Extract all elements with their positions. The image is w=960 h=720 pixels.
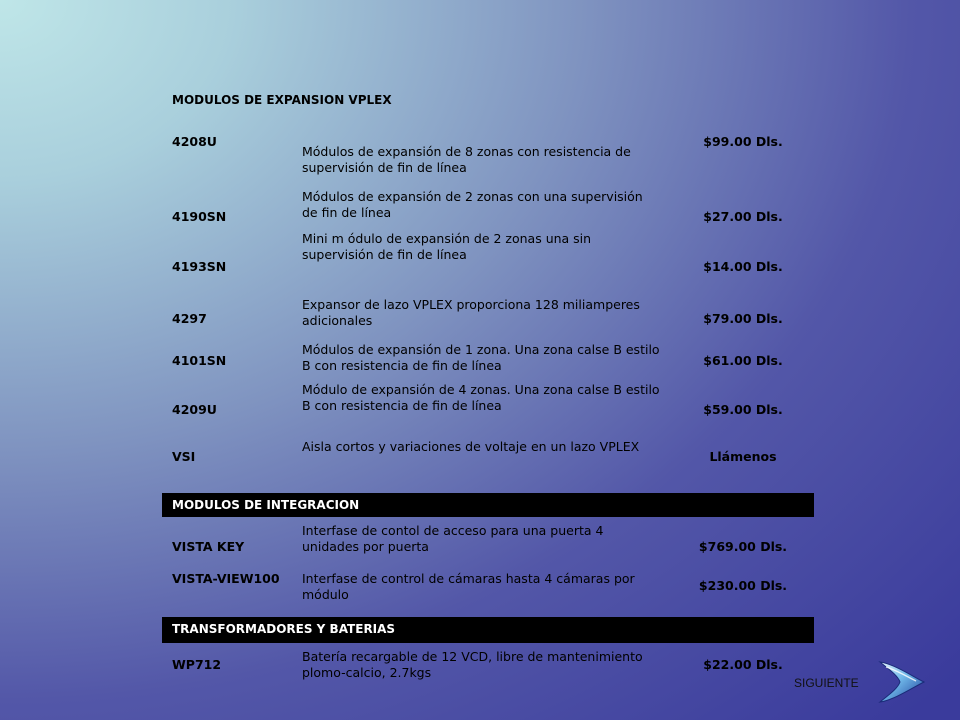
section-header — [162, 88, 814, 114]
product-price: $27.00 Dls. — [703, 209, 783, 224]
section-title: MODULOS DE EXPANSION VPLEX — [172, 93, 392, 107]
product-code: 4193SN — [172, 259, 227, 274]
product-code: 4209U — [172, 402, 217, 417]
table-row — [162, 114, 814, 175]
product-price: $99.00 Dls. — [703, 134, 783, 149]
section-title: MODULOS DE INTEGRACION — [172, 498, 360, 512]
product-description: Interfase de contol de acceso para una puerta 4 unidades por puerta — [302, 523, 604, 554]
product-code: 4101SN — [172, 353, 227, 368]
section-header — [162, 617, 814, 643]
product-description: Mini m ódulo de expansión de 2 zonas una sin supervisión de fin de línea — [302, 231, 592, 262]
product-description: Módulos de expansión de 1 zona. Una zona calse B estilo B con resistencia de fin de línea — [302, 342, 660, 373]
product-code: 4190SN — [172, 209, 227, 224]
section-title: TRANSFORMADORES Y BATERIAS — [172, 622, 396, 636]
product-code: 4297 — [172, 311, 207, 326]
table-row — [162, 517, 814, 565]
table-row — [162, 565, 814, 617]
product-price: $61.00 Dls. — [703, 353, 783, 368]
product-price: $230.00 Dls. — [698, 578, 788, 593]
table-row — [162, 439, 814, 493]
product-code: WP712 — [172, 657, 222, 672]
product-code: VISTA KEY — [172, 539, 245, 554]
product-description: Expansor de lazo VPLEX proporciona 128 miliamperes adicionales — [302, 297, 640, 328]
product-description: Aisla cortos y variaciones de voltaje en un lazo VPLEX — [302, 439, 640, 454]
product-description: Módulos de expansión de 8 zonas con resistencia de supervisión de fin de línea — [302, 144, 631, 175]
product-code: VSI — [172, 449, 196, 464]
product-description: Batería recargable de 12 VCD, libre de mantenimiento plomo-calcio, 2.7kgs — [302, 649, 643, 680]
price-table — [162, 88, 814, 685]
product-price: Llámenos — [709, 449, 777, 464]
section-header — [162, 493, 814, 517]
product-price: $769.00 Dls. — [698, 539, 788, 554]
product-code: 4208U — [172, 134, 217, 149]
next-link[interactable]: SIGUIENTE — [794, 676, 859, 690]
product-description: Módulo de expansión de 4 zonas. Una zona calse B estilo B con resistencia de fin de línea — [302, 382, 660, 413]
product-price: $14.00 Dls. — [703, 259, 783, 274]
product-price: $22.00 Dls. — [703, 657, 783, 672]
product-code: VISTA-VIEW100 — [172, 571, 280, 586]
product-price: $79.00 Dls. — [703, 311, 783, 326]
product-price: $59.00 Dls. — [703, 402, 783, 417]
chevron-right-icon[interactable] — [876, 658, 928, 706]
table-row — [162, 643, 814, 685]
product-description: Interfase de control de cámaras hasta 4 cámaras por módulo — [302, 571, 635, 602]
product-description: Módulos de expansión de 2 zonas con una supervisión de fin de línea — [302, 189, 643, 220]
